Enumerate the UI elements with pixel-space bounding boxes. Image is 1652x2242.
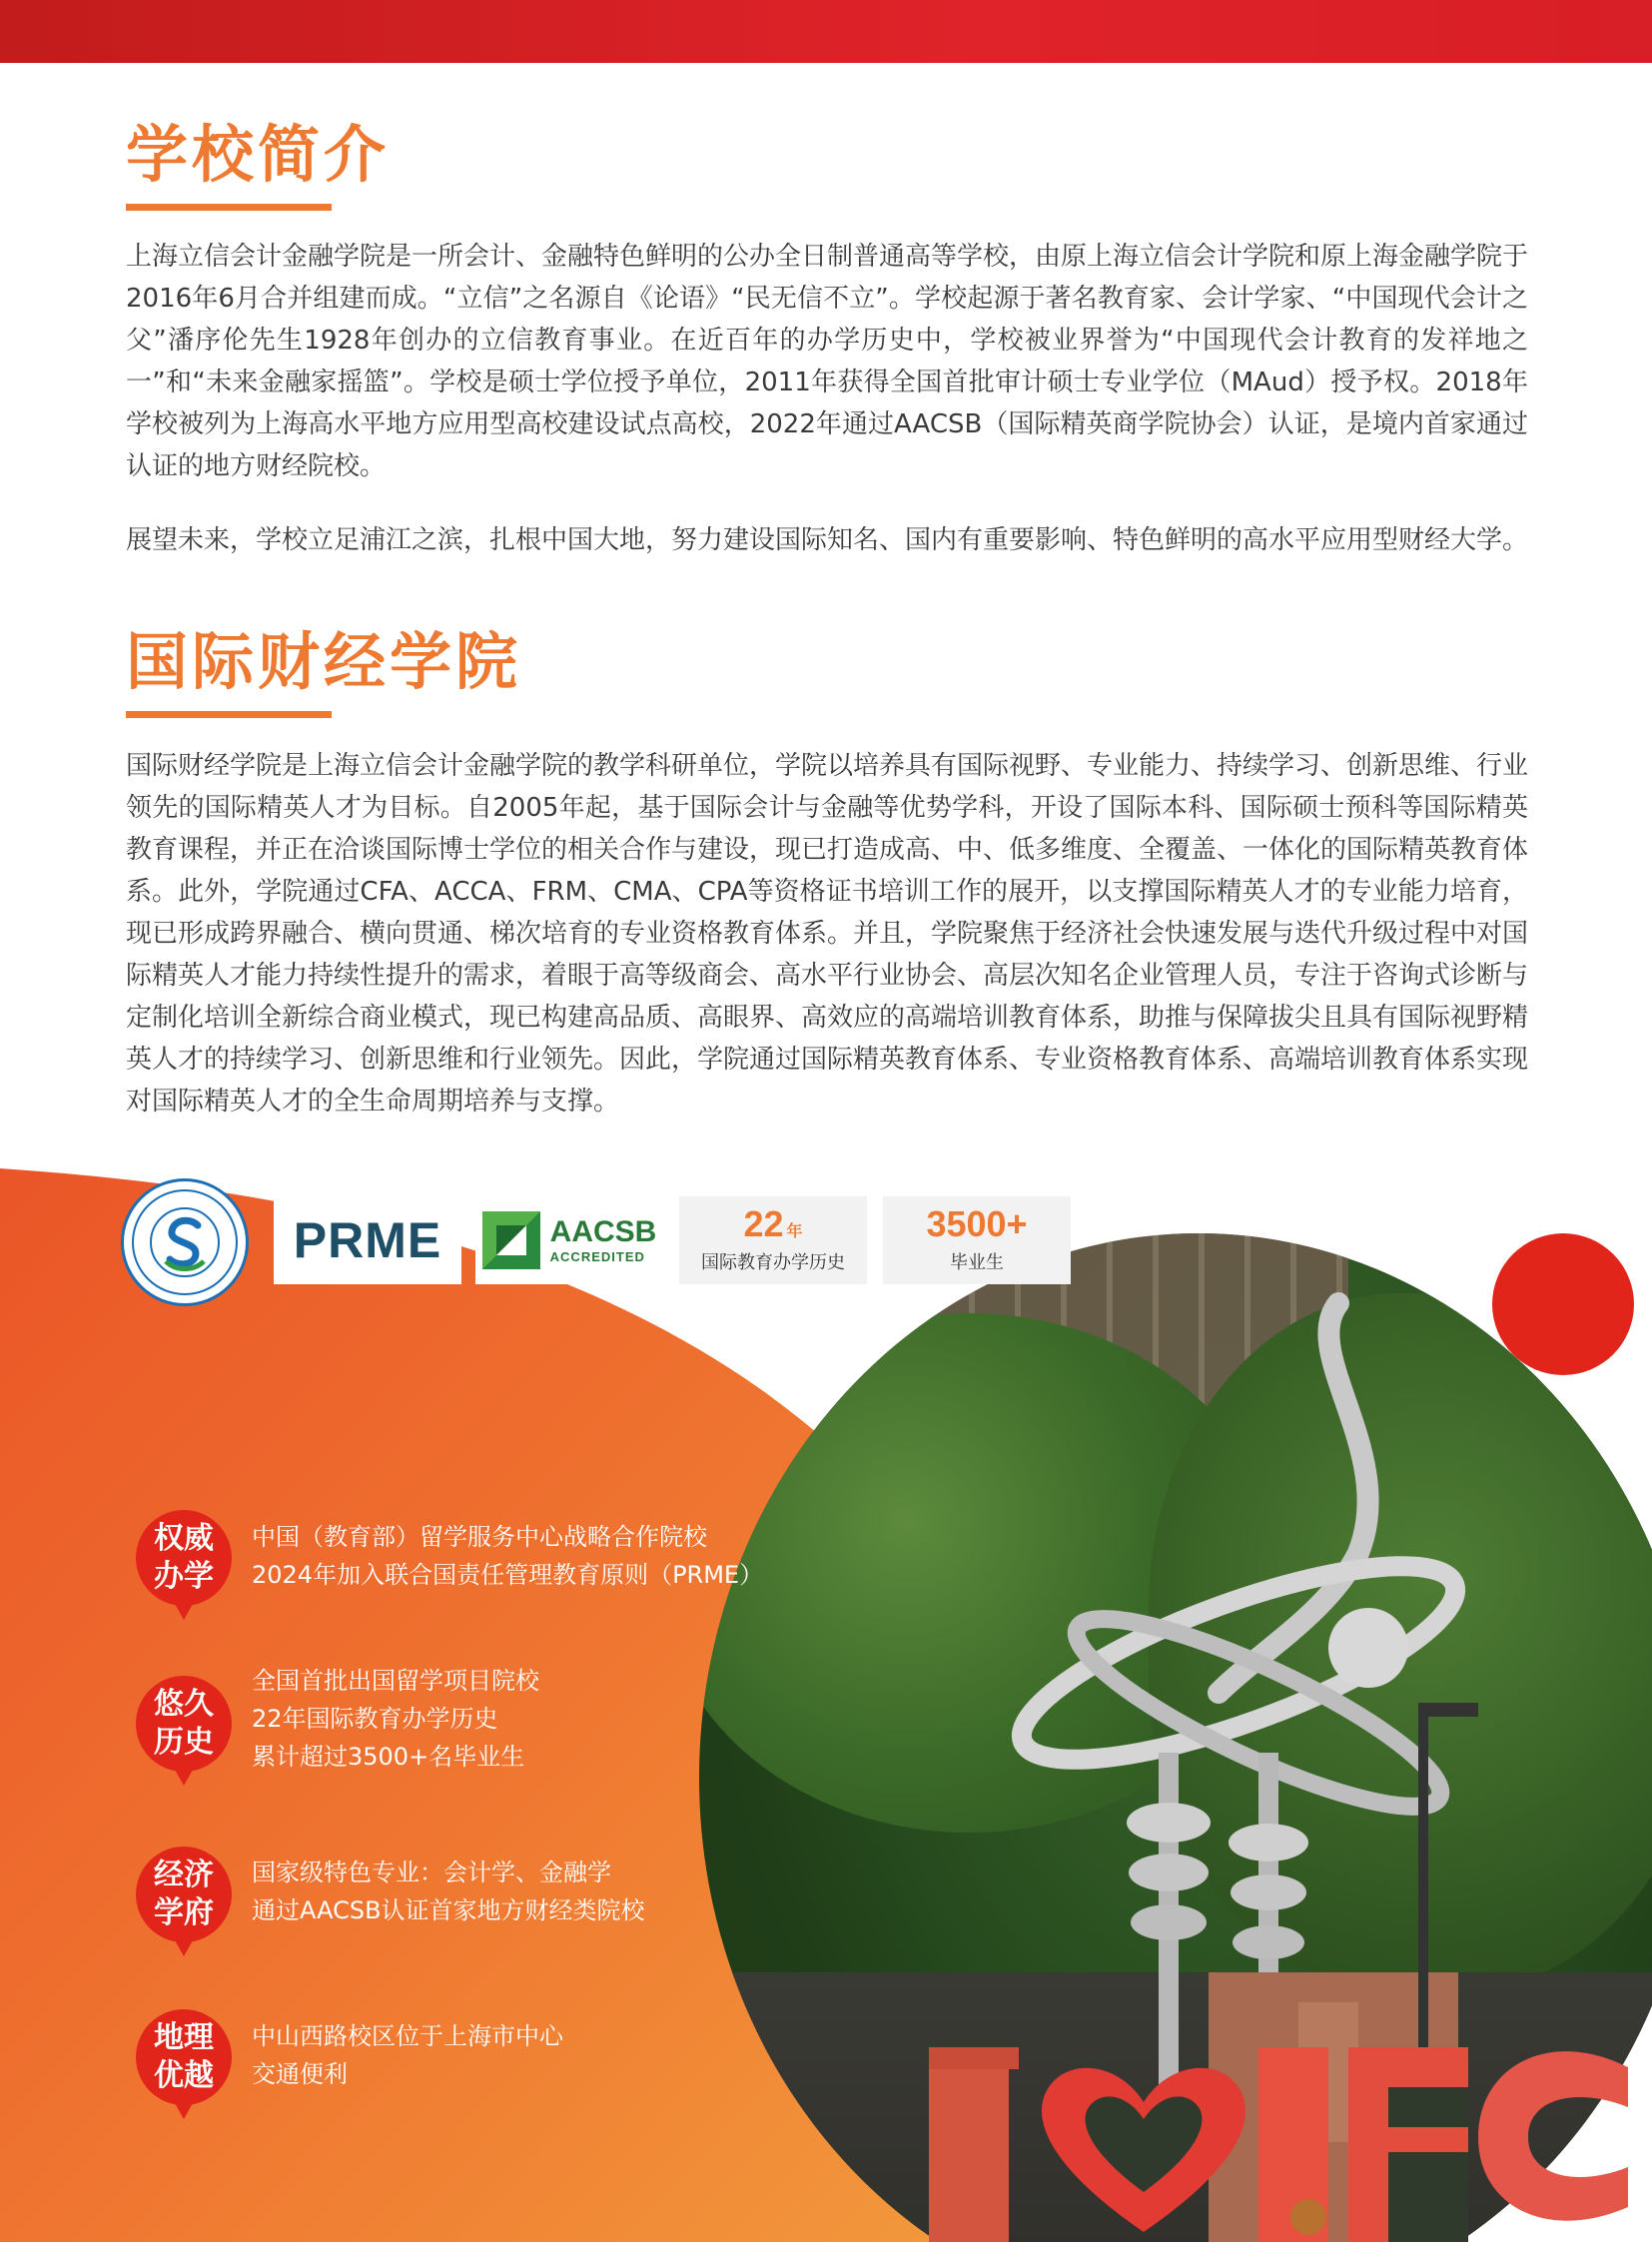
badge-history	[136, 1676, 232, 1772]
aacsb-logo-card	[475, 1196, 663, 1284]
badge-text: 历史	[154, 1725, 214, 1760]
feature-line: 交通便利	[252, 2060, 348, 2088]
i-love-ifc-sign	[929, 2027, 1628, 2242]
badge-location	[136, 2009, 232, 2105]
school-vision-paragraph: 展望未来，学校立足浦江之滨，扎根中国大地，努力建设国际知名、国内有重要影响、特色鲜明的高水平应用型财经大学。	[126, 525, 1529, 555]
section-title-school-intro: 学校简介	[126, 118, 391, 191]
feature-line: 中山西路校区位于上海市中心	[252, 2022, 563, 2050]
stat-number: 22	[743, 1203, 784, 1244]
badge-economics	[136, 1847, 232, 1942]
stat-unit: 年	[786, 1221, 803, 1240]
feature-line: 通过AACSB认证首家地方财经类院校	[252, 1896, 645, 1924]
ifc-intro-paragraph: 国际财经学院是上海立信会计金融学院的教学科研单位，学院以培养具有国际视野、专业能力、持续学习、创新思维、行业领先的国际精英人才为目标。自2005年起，基于国际会计与金融等优势学科，开设了国际本科、国际硕士预科等国际精英教育课程，并正在洽谈国际博士学位的相关合作与建设，现已打造成高、中、低多维度、全覆盖、一体化的国际精英教育体系。此外，学院通过CFA、ACCA、FRM、CMA、CPA等资格证书培训工作的展开，以支撑国际精英人才的专业能力培育，现已形成跨界融合、横向贯通、梯次培育的专业资格教育体系。并且，学院聚焦于经济社会快速发展与迭代升级过程中对国际精英人才能力持续性提升的需求，着眼于高等级商会、高水平行业协会、高层次知名企业管理人员，专注于咨询式诊断与定制化培训全新综合商业模式，现已构建高品质、高眼界、高效应的高端培训教育体系，助推与保障拔尖且具有国际视野精英人才的持续学习、创新思维和行业领先。因此，学院通过国际精英教育体系、专业资格教育体系、高端培训教育体系实现对国际精英人才的全生命周期培养与支撑。	[126, 751, 1529, 1117]
stat-label: 国际教育办学历史	[701, 1252, 845, 1273]
badge-text: 权威	[154, 1521, 214, 1556]
prme-logo-card	[274, 1196, 461, 1284]
badge-text: 学府	[154, 1895, 214, 1930]
badge-text: 地理	[154, 2020, 214, 2055]
feature-authority-text	[252, 1518, 763, 1594]
prme-logo-text: PRME	[293, 1212, 442, 1268]
top-banner-bar	[0, 0, 1652, 63]
badge-text: 经济	[154, 1858, 214, 1892]
title-underline	[126, 711, 332, 718]
feature-line: 中国（教育部）留学服务中心战略合作院校	[252, 1523, 707, 1551]
feature-line: 2024年加入联合国责任管理教育原则（PRME）	[252, 1561, 764, 1589]
feature-history-text	[252, 1662, 539, 1776]
section-title-ifc: 国际财经学院	[126, 625, 522, 698]
stat-number: 3500+	[926, 1203, 1028, 1244]
feature-economics-text	[252, 1854, 645, 1929]
feature-location-text	[252, 2017, 563, 2093]
feature-line: 国家级特色专业：会计学、金融学	[252, 1859, 611, 1886]
aacsb-accredited-text: ACCREDITED	[549, 1249, 645, 1264]
feature-line: 全国首批出国留学项目院校	[252, 1667, 539, 1695]
feature-line: 22年国际教育办学历史	[252, 1705, 498, 1733]
badge-authority	[136, 1510, 232, 1606]
decorative-red-dot	[1492, 1233, 1634, 1375]
stat-card-graduates	[883, 1196, 1071, 1284]
badge-text: 办学	[154, 1559, 214, 1594]
badge-text: 悠久	[154, 1687, 214, 1722]
aacsb-logo-text: AACSB	[549, 1215, 657, 1248]
badge-text: 优越	[154, 2058, 214, 2093]
school-intro-paragraph: 上海立信会计金融学院是一所会计、金融特色鲜明的公办全日制普通高等学校，由原上海立信会计学院和原上海金融学院于2016年6月合并组建而成。“立信”之名源自《论语》“民无信不立”。学校起源于著名教育家、会计学家、“中国现代会计之父”潘序伦先生1928年创办的立信教育事业。在近百年的办学历史中，学校被业界誉为“中国现代会计教育的发祥地之一”和“未来金融家摇篮”。学校是硕士学位授予单位，2011年获得全国首批审计硕士专业学位（MAud）授予权。2018年学校被列为上海高水平地方应用型高校建设试点高校，2022年通过AACSB（国际精英商学院协会）认证，是境内首家通过认证的地方财经院校。	[126, 242, 1529, 481]
title-underline	[126, 204, 332, 211]
stat-label: 毕业生	[950, 1252, 1004, 1273]
cscse-seal-logo	[121, 1178, 249, 1306]
feature-line: 累计超过3500+名毕业生	[252, 1743, 525, 1771]
stat-card-history	[679, 1196, 867, 1284]
aacsb-icon	[482, 1211, 540, 1269]
